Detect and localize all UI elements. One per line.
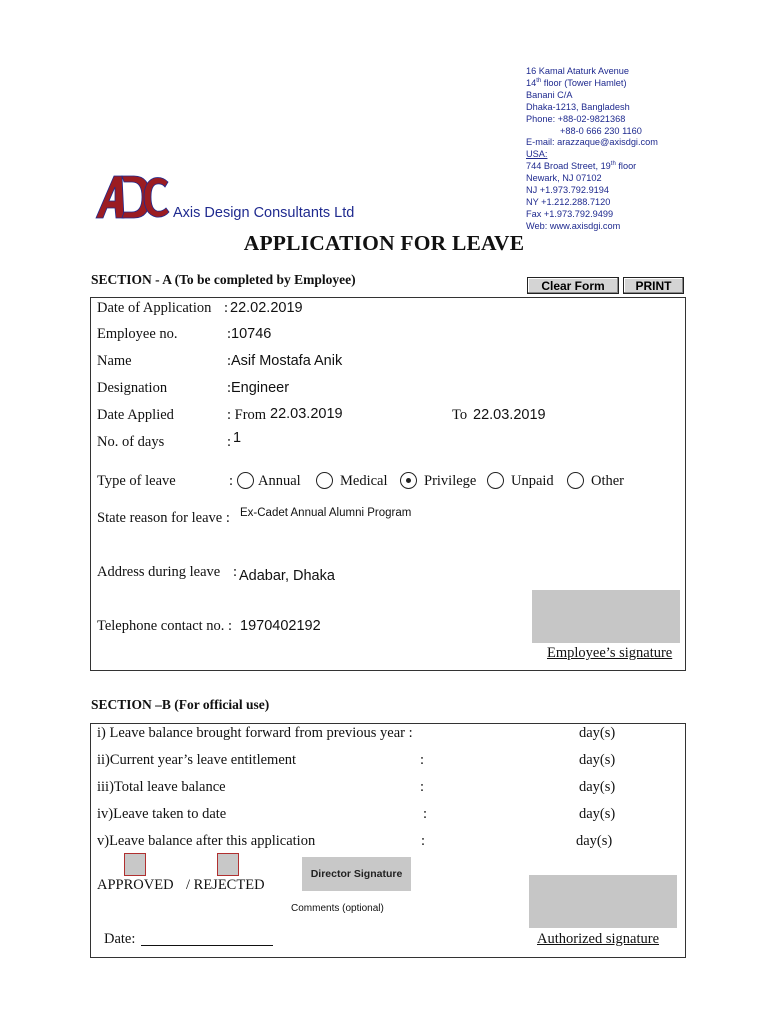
section-a-heading: SECTION - A (To be completed by Employee) bbox=[91, 272, 356, 287]
designation-field[interactable]: Engineer bbox=[231, 380, 290, 396]
colon: : bbox=[224, 300, 229, 316]
colon: : bbox=[421, 833, 426, 849]
balance-row-unit: day(s) bbox=[579, 806, 616, 822]
phone-line: NY +1.212.288.7120 bbox=[526, 196, 611, 207]
page-title: APPLICATION FOR LEAVE bbox=[243, 231, 525, 255]
balance-row-unit: day(s) bbox=[579, 779, 616, 795]
radio-medical[interactable] bbox=[316, 472, 333, 489]
director-signature-button[interactable]: Director Signature bbox=[302, 857, 411, 891]
authorized-signature-label: Authorized signature bbox=[537, 931, 660, 947]
address-line: Newark, NJ 07102 bbox=[526, 173, 602, 184]
name-label: Name bbox=[97, 353, 132, 369]
email-line: E-mail: arazzaque@axisdgi.com bbox=[526, 137, 658, 148]
radio-unpaid[interactable] bbox=[487, 472, 504, 489]
date-to-field[interactable]: 22.03.2019 bbox=[473, 407, 546, 423]
colon: : bbox=[423, 806, 428, 822]
employee-signature-label: Employee’s signature bbox=[547, 645, 673, 661]
approved-label: APPROVED bbox=[97, 877, 174, 893]
name-field[interactable]: Asif Mostafa Anik bbox=[231, 353, 343, 369]
address-field[interactable]: Adabar, Dhaka bbox=[239, 568, 335, 584]
radio-annual[interactable] bbox=[237, 472, 254, 489]
balance-row-label: ii)Current year’s leave entitlement bbox=[97, 752, 297, 768]
balance-row-label: v)Leave balance after this application bbox=[97, 833, 316, 849]
designation-label: Designation bbox=[97, 380, 168, 396]
rejected-label: / REJECTED bbox=[186, 877, 265, 893]
employee-no-label: Employee no. bbox=[97, 326, 178, 342]
colon: : bbox=[233, 564, 238, 580]
radio-label-unpaid: Unpaid bbox=[511, 473, 554, 489]
phone-line: +88-0 666 230 1160 bbox=[560, 125, 642, 136]
employee-signature-field[interactable] bbox=[532, 590, 680, 643]
rejected-checkbox[interactable] bbox=[217, 853, 239, 876]
from-label: : From bbox=[227, 407, 267, 423]
address-line: Dhaka-1213, Bangladesh bbox=[526, 101, 630, 112]
company-address bbox=[526, 66, 762, 233]
date-applied-label: Date Applied bbox=[97, 407, 174, 423]
colon: : bbox=[227, 326, 232, 342]
no-of-days-label: No. of days bbox=[97, 434, 165, 450]
clear-form-button[interactable]: Clear Form bbox=[527, 277, 619, 294]
balance-row-unit: day(s) bbox=[579, 752, 616, 768]
company-name: Axis Design Consultants Ltd bbox=[173, 205, 355, 221]
company-logo bbox=[94, 172, 170, 222]
reason-field[interactable]: Ex-Cadet Annual Alumni Program bbox=[240, 507, 412, 519]
colon: : bbox=[229, 473, 234, 489]
address-line: 14th floor (Tower Hamlet) bbox=[526, 77, 627, 88]
phone-line: NJ +1.973.792.9194 bbox=[526, 185, 610, 196]
balance-row-label: i) Leave balance brought forward from previous year : bbox=[97, 725, 413, 741]
radio-label-privilege: Privilege bbox=[424, 473, 477, 489]
colon: : bbox=[420, 779, 425, 795]
balance-row-label: iv)Leave taken to date bbox=[97, 806, 227, 822]
reason-label: State reason for leave : bbox=[97, 510, 230, 526]
address-line: Banani C/A bbox=[526, 89, 573, 100]
telephone-label: Telephone contact no. : bbox=[97, 618, 233, 634]
colon: : bbox=[420, 752, 425, 768]
telephone-field[interactable]: 1970402192 bbox=[240, 618, 321, 634]
radio-label-medical: Medical bbox=[340, 473, 388, 489]
colon: : bbox=[227, 380, 232, 396]
approved-checkbox[interactable] bbox=[124, 853, 146, 876]
date-from-field[interactable]: 22.03.2019 bbox=[270, 406, 343, 422]
radio-other[interactable] bbox=[567, 472, 584, 489]
balance-row-unit: day(s) bbox=[579, 725, 616, 741]
address-line: 744 Broad Street, 19th floor bbox=[526, 161, 637, 172]
radio-label-annual: Annual bbox=[258, 473, 301, 489]
section-b-heading: SECTION –B (For official use) bbox=[91, 697, 270, 712]
date-label: Date: bbox=[104, 931, 136, 947]
usa-heading: USA: bbox=[526, 149, 548, 160]
balance-row-label: iii)Total leave balance bbox=[97, 779, 226, 795]
date-of-application-label: Date of Application bbox=[97, 300, 212, 316]
colon: : bbox=[227, 353, 232, 369]
authorized-signature-field[interactable] bbox=[529, 875, 677, 928]
date-line-field[interactable] bbox=[141, 945, 273, 946]
web-line: Web: www.axisdgi.com bbox=[526, 220, 621, 231]
print-button[interactable]: PRINT bbox=[623, 277, 684, 294]
colon: : bbox=[227, 434, 232, 450]
address-label: Address during leave bbox=[97, 564, 221, 580]
radio-privilege[interactable] bbox=[400, 472, 417, 489]
type-of-leave-label: Type of leave bbox=[97, 473, 176, 489]
fax-line: Fax +1.973.792.9499 bbox=[526, 208, 614, 219]
to-label: To bbox=[452, 407, 468, 423]
date-of-application-field[interactable]: 22.02.2019 bbox=[230, 300, 303, 316]
no-of-days-field[interactable]: 1 bbox=[233, 430, 242, 446]
balance-row-unit: day(s) bbox=[576, 833, 613, 849]
radio-selected-dot bbox=[406, 478, 412, 484]
radio-label-other: Other bbox=[591, 473, 625, 489]
address-line: 16 Kamal Ataturk Avenue bbox=[526, 66, 630, 76]
phone-line: Phone: +88-02-9821368 bbox=[526, 113, 626, 124]
employee-no-field[interactable]: 10746 bbox=[231, 326, 272, 342]
comments-label: Comments (optional) bbox=[291, 903, 384, 914]
